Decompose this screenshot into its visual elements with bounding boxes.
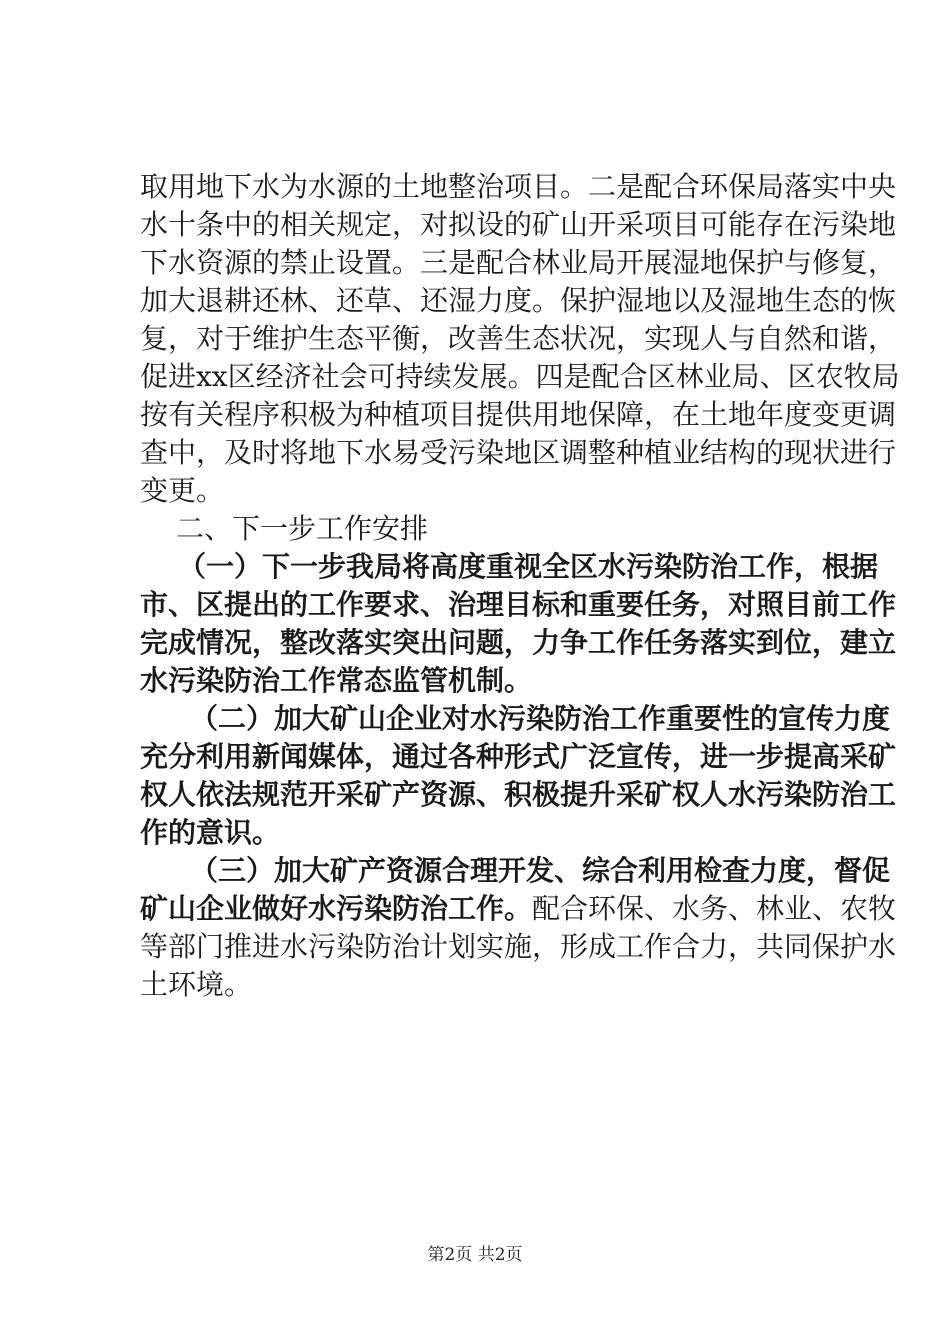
- list-item-line: 市、区提出的工作要求、治理目标和重要任务，对照目前工作: [140, 588, 897, 621]
- list-item-line: 充分利用新闻媒体，通过各种形式广泛宣传，进一步提高采矿: [140, 740, 897, 773]
- section-heading: 二、下一步工作安排: [176, 512, 429, 545]
- list-item-line: 权人依法规范开采矿产资源、积极提升采矿权人水污染防治工: [140, 778, 897, 811]
- list-item-bold-part: 矿山企业做好水污染防治工作。: [140, 892, 533, 925]
- list-item-line: （一）下一步我局将高度重视全区水污染防治工作，根据: [178, 550, 879, 583]
- list-item-line: （二）加大矿山企业对水污染防治工作重要性的宣传力度: [190, 702, 891, 735]
- list-item-line: （三）加大矿产资源合理开发、综合利用检查力度，督促: [190, 854, 891, 887]
- paragraph-line: 下水资源的禁止设置。三是配合林业局开展湿地保护与修复，: [140, 246, 897, 279]
- list-item-line: 等部门推进水污染防治计划实施，形成工作合力，共同保护水: [140, 930, 897, 963]
- paragraph-line: 水十条中的相关规定，对拟设的矿山开采项目可能存在污染地: [140, 208, 897, 241]
- paragraph-line: 取用地下水为水源的土地整治项目。二是配合环保局落实中央: [140, 170, 897, 203]
- list-item-line-mixed: [140, 890, 897, 928]
- paragraph-line: 加大退耕还林、还草、还湿力度。保护湿地以及湿地生态的恢: [140, 284, 897, 317]
- paragraph-line: 变更。: [140, 474, 225, 507]
- list-item-line: 土环境。: [140, 968, 253, 1001]
- paragraph-line: 复，对于维护生态平衡，改善生态状况，实现人与自然和谐，: [140, 322, 897, 355]
- list-item-regular-part: 配合环保、水务、林业、农牧: [532, 892, 897, 925]
- list-item-line: 作的意识。: [140, 816, 281, 849]
- page-number-footer: 第2页 共2页: [427, 1245, 523, 1265]
- list-item-line: 完成情况，整改落实突出问题，力争工作任务落实到位，建立: [140, 626, 897, 659]
- list-item-line: 水污染防治工作常态监管机制。: [140, 664, 533, 697]
- paragraph-line: 查中，及时将地下水易受污染地区调整种植业结构的现状进行: [140, 436, 897, 469]
- paragraph-line: 促进xx区经济社会可持续发展。四是配合区林业局、区农牧局: [140, 360, 900, 393]
- paragraph-line: 按有关程序积极为种植项目提供用地保障，在土地年度变更调: [140, 398, 897, 431]
